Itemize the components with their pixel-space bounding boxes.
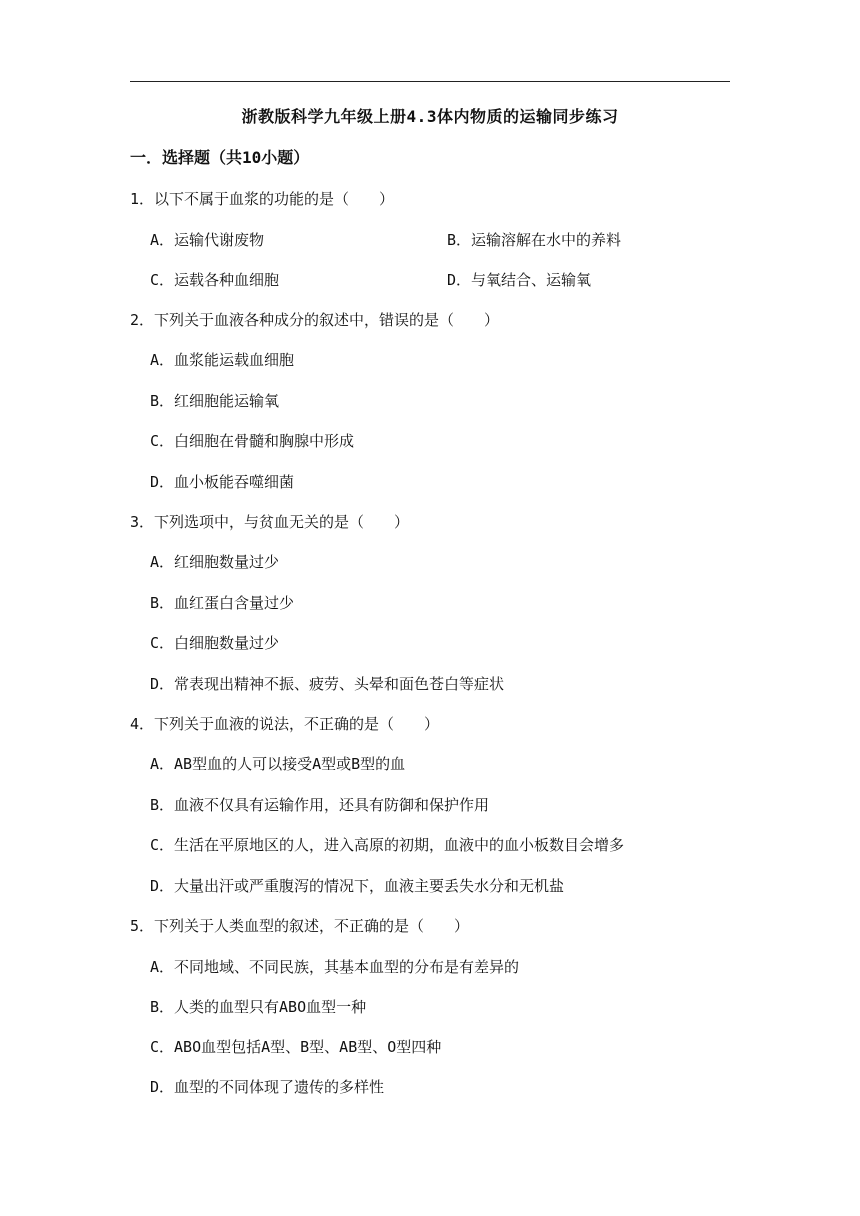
question-3-option-c: C．白细胞数量过少 [150, 634, 280, 652]
question-1-option-a: A．运输代谢废物 [150, 231, 265, 249]
question-2-stem: 2．下列关于血液各种成分的叙述中，错误的是（ ） [130, 311, 500, 329]
question-2-option-c: C．白细胞在骨髓和胸腺中形成 [150, 432, 355, 450]
question-1-option-d: D．与氧结合、运输氧 [447, 271, 592, 289]
question-4-option-d: D．大量出汗或严重腹泻的情况下，血液主要丢失水分和无机盐 [150, 877, 565, 895]
question-3-option-d: D．常表现出精神不振、疲劳、头晕和面色苍白等症状 [150, 675, 505, 693]
question-4-option-b: B．血液不仅具有运输作用，还具有防御和保护作用 [150, 796, 490, 814]
question-1-stem: 1．以下不属于血浆的功能的是（ ） [130, 190, 395, 208]
header-rule [130, 81, 730, 82]
question-1-option-c: C．运载各种血细胞 [150, 271, 280, 289]
question-5-stem: 5．下列关于人类血型的叙述，不正确的是（ ） [130, 917, 470, 935]
question-4-option-c: C．生活在平原地区的人，进入高原的初期，血液中的血小板数目会增多 [150, 836, 625, 854]
question-1-option-b: B．运输溶解在水中的养料 [447, 231, 622, 249]
section-heading: 一．选择题（共10小题） [130, 148, 310, 167]
question-3-option-b: B．血红蛋白含量过少 [150, 594, 295, 612]
question-3-option-a: A．红细胞数量过少 [150, 553, 280, 571]
question-5-option-c: C．ABO血型包括A型、B型、AB型、O型四种 [150, 1038, 442, 1056]
question-4-stem: 4．下列关于血液的说法，不正确的是（ ） [130, 715, 440, 733]
question-4-option-a: A．AB型血的人可以接受A型或B型的血 [150, 755, 406, 773]
question-5-option-b: B．人类的血型只有ABO血型一种 [150, 998, 367, 1016]
question-2-option-b: B．红细胞能运输氧 [150, 392, 280, 410]
question-2-option-d: D．血小板能吞噬细菌 [150, 473, 295, 491]
question-3-stem: 3．下列选项中，与贫血无关的是（ ） [130, 513, 410, 531]
question-5-option-d: D．血型的不同体现了遗传的多样性 [150, 1078, 385, 1096]
question-2-option-a: A．血浆能运载血细胞 [150, 351, 295, 369]
document-title: 浙教版科学九年级上册4.3体内物质的运输同步练习 [241, 107, 619, 126]
question-5-option-a: A．不同地域、不同民族，其基本血型的分布是有差异的 [150, 958, 520, 976]
